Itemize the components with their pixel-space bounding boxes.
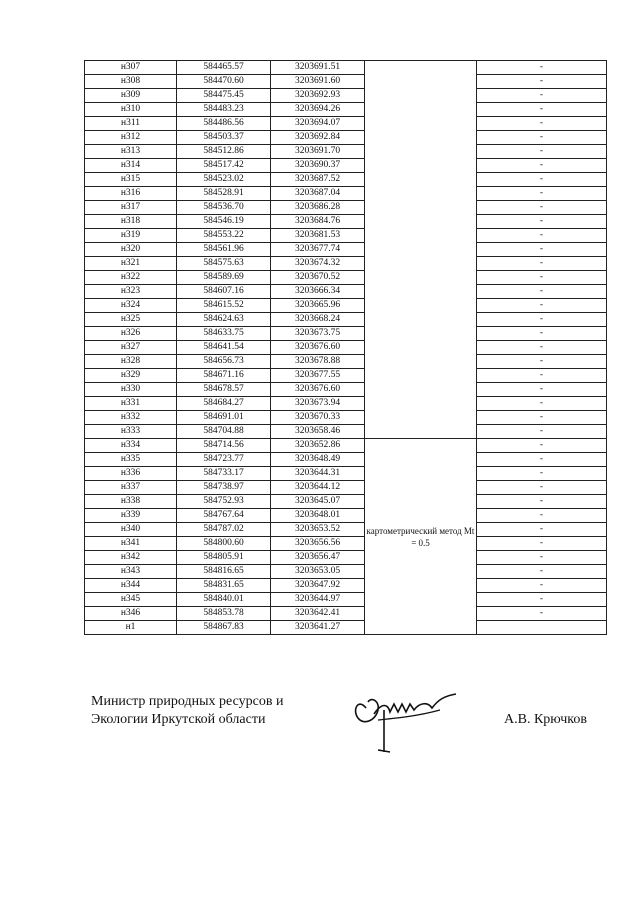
- x-coordinate-cell: 584553.22: [177, 229, 271, 243]
- method-cell-empty: [365, 397, 477, 411]
- point-id-cell: н329: [85, 369, 177, 383]
- y-coordinate-cell: 3203642.41: [271, 607, 365, 621]
- table-row: [85, 271, 607, 285]
- x-coordinate-cell: 584483.23: [177, 103, 271, 117]
- point-id-cell: н340: [85, 523, 177, 537]
- note-cell: -: [477, 495, 607, 509]
- table-row: [85, 299, 607, 313]
- x-coordinate-cell: 584684.27: [177, 397, 271, 411]
- table-row: [85, 579, 607, 593]
- y-coordinate-cell: 3203676.60: [271, 383, 365, 397]
- point-id-cell: н325: [85, 313, 177, 327]
- method-cell-empty: [365, 145, 477, 159]
- table-row: [85, 327, 607, 341]
- x-coordinate-cell: 584528.91: [177, 187, 271, 201]
- method-cell-empty: [365, 355, 477, 369]
- x-coordinate-cell: 584787.02: [177, 523, 271, 537]
- note-cell: -: [477, 61, 607, 75]
- point-id-cell: н327: [85, 341, 177, 355]
- x-coordinate-cell: 584615.52: [177, 299, 271, 313]
- x-coordinate-cell: 584867.83: [177, 621, 271, 635]
- point-id-cell: н324: [85, 299, 177, 313]
- table-row: [85, 383, 607, 397]
- table-row: [85, 593, 607, 607]
- signatory-position: [91, 693, 283, 729]
- table-row: [85, 355, 607, 369]
- point-id-cell: н317: [85, 201, 177, 215]
- note-cell: -: [477, 537, 607, 551]
- x-coordinate-cell: 584465.57: [177, 61, 271, 75]
- coordinates-table: [84, 60, 607, 635]
- note-cell: [477, 621, 607, 635]
- x-coordinate-cell: 584575.63: [177, 257, 271, 271]
- point-id-cell: н307: [85, 61, 177, 75]
- note-cell: -: [477, 425, 607, 439]
- note-cell: -: [477, 173, 607, 187]
- x-coordinate-cell: 584633.75: [177, 327, 271, 341]
- y-coordinate-cell: 3203694.07: [271, 117, 365, 131]
- point-id-cell: н332: [85, 411, 177, 425]
- point-id-cell: н326: [85, 327, 177, 341]
- point-id-cell: н318: [85, 215, 177, 229]
- x-coordinate-cell: 584816.65: [177, 565, 271, 579]
- method-cell-empty: [365, 215, 477, 229]
- table-row: [85, 523, 607, 537]
- y-coordinate-cell: 3203653.05: [271, 565, 365, 579]
- method-cell-empty: [365, 341, 477, 355]
- x-coordinate-cell: 584607.16: [177, 285, 271, 299]
- point-id-cell: н315: [85, 173, 177, 187]
- point-id-cell: н320: [85, 243, 177, 257]
- y-coordinate-cell: 3203674.32: [271, 257, 365, 271]
- method-cell-empty: [365, 271, 477, 285]
- method-cell: картометрический метод Mt = 0.5: [365, 439, 477, 635]
- point-id-cell: н308: [85, 75, 177, 89]
- table-row: [85, 551, 607, 565]
- y-coordinate-cell: 3203673.94: [271, 397, 365, 411]
- x-coordinate-cell: 584512.86: [177, 145, 271, 159]
- point-id-cell: н343: [85, 565, 177, 579]
- coordinates-table-body: [85, 61, 607, 635]
- y-coordinate-cell: 3203687.52: [271, 173, 365, 187]
- note-cell: -: [477, 467, 607, 481]
- table-row: [85, 243, 607, 257]
- table-row: [85, 61, 607, 75]
- table-row: [85, 495, 607, 509]
- table-row: [85, 145, 607, 159]
- table-row: [85, 453, 607, 467]
- y-coordinate-cell: 3203692.93: [271, 89, 365, 103]
- table-row: [85, 215, 607, 229]
- point-id-cell: н336: [85, 467, 177, 481]
- table-row: [85, 285, 607, 299]
- point-id-cell: н309: [85, 89, 177, 103]
- y-coordinate-cell: 3203687.04: [271, 187, 365, 201]
- x-coordinate-cell: 584805.91: [177, 551, 271, 565]
- table-row: [85, 537, 607, 551]
- point-id-cell: н328: [85, 355, 177, 369]
- x-coordinate-cell: 584738.97: [177, 481, 271, 495]
- x-coordinate-cell: 584840.01: [177, 593, 271, 607]
- note-cell: -: [477, 201, 607, 215]
- x-coordinate-cell: 584624.63: [177, 313, 271, 327]
- table-row: [85, 89, 607, 103]
- x-coordinate-cell: 584561.96: [177, 243, 271, 257]
- x-coordinate-cell: 584475.45: [177, 89, 271, 103]
- method-cell-empty: [365, 425, 477, 439]
- note-cell: -: [477, 439, 607, 453]
- x-coordinate-cell: 584714.56: [177, 439, 271, 453]
- y-coordinate-cell: 3203648.49: [271, 453, 365, 467]
- table-row: [85, 467, 607, 481]
- method-cell-empty: [365, 117, 477, 131]
- note-cell: -: [477, 131, 607, 145]
- note-cell: -: [477, 145, 607, 159]
- x-coordinate-cell: 584723.77: [177, 453, 271, 467]
- x-coordinate-cell: 584704.88: [177, 425, 271, 439]
- x-coordinate-cell: 584641.54: [177, 341, 271, 355]
- table-row: [85, 257, 607, 271]
- x-coordinate-cell: 584546.19: [177, 215, 271, 229]
- x-coordinate-cell: 584470.60: [177, 75, 271, 89]
- table-row: [85, 439, 607, 453]
- table-row: [85, 173, 607, 187]
- table-row: [85, 313, 607, 327]
- y-coordinate-cell: 3203691.70: [271, 145, 365, 159]
- x-coordinate-cell: 584691.01: [177, 411, 271, 425]
- note-cell: -: [477, 243, 607, 257]
- y-coordinate-cell: 3203670.52: [271, 271, 365, 285]
- note-cell: -: [477, 187, 607, 201]
- table-row: [85, 411, 607, 425]
- method-cell-empty: [365, 201, 477, 215]
- y-coordinate-cell: 3203676.60: [271, 341, 365, 355]
- table-row: [85, 481, 607, 495]
- point-id-cell: н321: [85, 257, 177, 271]
- x-coordinate-cell: 584589.69: [177, 271, 271, 285]
- table-row: [85, 565, 607, 579]
- table-row: [85, 159, 607, 173]
- x-coordinate-cell: 584831.65: [177, 579, 271, 593]
- table-row: [85, 397, 607, 411]
- x-coordinate-cell: 584536.70: [177, 201, 271, 215]
- table-row: [85, 201, 607, 215]
- method-cell-empty: [365, 131, 477, 145]
- note-cell: -: [477, 397, 607, 411]
- method-cell-empty: [365, 75, 477, 89]
- note-cell: -: [477, 383, 607, 397]
- y-coordinate-cell: 3203644.12: [271, 481, 365, 495]
- y-coordinate-cell: 3203684.76: [271, 215, 365, 229]
- method-cell-empty: [365, 159, 477, 173]
- x-coordinate-cell: 584800.60: [177, 537, 271, 551]
- note-cell: -: [477, 285, 607, 299]
- table-row: [85, 369, 607, 383]
- x-coordinate-cell: 584671.16: [177, 369, 271, 383]
- y-coordinate-cell: 3203647.92: [271, 579, 365, 593]
- y-coordinate-cell: 3203648.01: [271, 509, 365, 523]
- point-id-cell: н338: [85, 495, 177, 509]
- y-coordinate-cell: 3203658.46: [271, 425, 365, 439]
- note-cell: -: [477, 355, 607, 369]
- point-id-cell: н337: [85, 481, 177, 495]
- y-coordinate-cell: 3203694.26: [271, 103, 365, 117]
- method-cell-empty: [365, 327, 477, 341]
- y-coordinate-cell: 3203670.33: [271, 411, 365, 425]
- y-coordinate-cell: 3203692.84: [271, 131, 365, 145]
- point-id-cell: н311: [85, 117, 177, 131]
- point-id-cell: н313: [85, 145, 177, 159]
- point-id-cell: н310: [85, 103, 177, 117]
- point-id-cell: н322: [85, 271, 177, 285]
- point-id-cell: н339: [85, 509, 177, 523]
- note-cell: -: [477, 257, 607, 271]
- table-row: [85, 341, 607, 355]
- method-cell-empty: [365, 243, 477, 257]
- method-cell-empty: [365, 103, 477, 117]
- point-id-cell: н342: [85, 551, 177, 565]
- note-cell: -: [477, 271, 607, 285]
- method-cell-empty: [365, 173, 477, 187]
- point-id-cell: н330: [85, 383, 177, 397]
- table-row: [85, 75, 607, 89]
- method-cell-empty: [365, 229, 477, 243]
- point-id-cell: н323: [85, 285, 177, 299]
- y-coordinate-cell: 3203645.07: [271, 495, 365, 509]
- x-coordinate-cell: 584678.57: [177, 383, 271, 397]
- note-cell: -: [477, 117, 607, 131]
- point-id-cell: н314: [85, 159, 177, 173]
- y-coordinate-cell: 3203656.47: [271, 551, 365, 565]
- note-cell: -: [477, 551, 607, 565]
- note-cell: -: [477, 481, 607, 495]
- point-id-cell: н335: [85, 453, 177, 467]
- method-cell-empty: [365, 285, 477, 299]
- point-id-cell: н333: [85, 425, 177, 439]
- point-id-cell: н316: [85, 187, 177, 201]
- method-cell-empty: [365, 369, 477, 383]
- method-cell-empty: [365, 61, 477, 75]
- note-cell: -: [477, 215, 607, 229]
- x-coordinate-cell: 584767.64: [177, 509, 271, 523]
- note-cell: -: [477, 509, 607, 523]
- signatory-position-line2: Экологии Иркутской области: [91, 712, 266, 727]
- handwritten-signature: [348, 680, 463, 765]
- note-cell: -: [477, 229, 607, 243]
- y-coordinate-cell: 3203653.52: [271, 523, 365, 537]
- x-coordinate-cell: 584656.73: [177, 355, 271, 369]
- note-cell: -: [477, 369, 607, 383]
- table-row: [85, 131, 607, 145]
- point-id-cell: н334: [85, 439, 177, 453]
- note-cell: -: [477, 103, 607, 117]
- note-cell: -: [477, 565, 607, 579]
- note-cell: -: [477, 341, 607, 355]
- note-cell: -: [477, 89, 607, 103]
- table-row: [85, 103, 607, 117]
- signatory-position-line1: Министр природных ресурсов и: [91, 694, 284, 709]
- y-coordinate-cell: 3203686.28: [271, 201, 365, 215]
- point-id-cell: н346: [85, 607, 177, 621]
- table-row: [85, 187, 607, 201]
- x-coordinate-cell: 584752.93: [177, 495, 271, 509]
- table-row: [85, 425, 607, 439]
- note-cell: -: [477, 299, 607, 313]
- method-cell-empty: [365, 411, 477, 425]
- method-cell-empty: [365, 257, 477, 271]
- point-id-cell: н1: [85, 621, 177, 635]
- note-cell: -: [477, 523, 607, 537]
- x-coordinate-cell: 584523.02: [177, 173, 271, 187]
- method-cell-empty: [365, 383, 477, 397]
- y-coordinate-cell: 3203652.86: [271, 439, 365, 453]
- method-cell-empty: [365, 313, 477, 327]
- y-coordinate-cell: 3203690.37: [271, 159, 365, 173]
- note-cell: -: [477, 159, 607, 173]
- y-coordinate-cell: 3203677.74: [271, 243, 365, 257]
- y-coordinate-cell: 3203656.56: [271, 537, 365, 551]
- signatory-name: А.В. Крючков: [504, 712, 587, 727]
- table-row: [85, 621, 607, 635]
- x-coordinate-cell: 584503.37: [177, 131, 271, 145]
- note-cell: -: [477, 411, 607, 425]
- x-coordinate-cell: 584853.78: [177, 607, 271, 621]
- y-coordinate-cell: 3203644.31: [271, 467, 365, 481]
- y-coordinate-cell: 3203673.75: [271, 327, 365, 341]
- note-cell: -: [477, 327, 607, 341]
- y-coordinate-cell: 3203691.60: [271, 75, 365, 89]
- point-id-cell: н319: [85, 229, 177, 243]
- y-coordinate-cell: 3203665.96: [271, 299, 365, 313]
- y-coordinate-cell: 3203677.55: [271, 369, 365, 383]
- y-coordinate-cell: 3203691.51: [271, 61, 365, 75]
- note-cell: -: [477, 453, 607, 467]
- note-cell: -: [477, 579, 607, 593]
- table-row: [85, 229, 607, 243]
- method-cell-empty: [365, 89, 477, 103]
- x-coordinate-cell: 584486.56: [177, 117, 271, 131]
- note-cell: -: [477, 75, 607, 89]
- x-coordinate-cell: 584517.42: [177, 159, 271, 173]
- method-cell-empty: [365, 187, 477, 201]
- y-coordinate-cell: 3203678.88: [271, 355, 365, 369]
- y-coordinate-cell: 3203666.34: [271, 285, 365, 299]
- y-coordinate-cell: 3203668.24: [271, 313, 365, 327]
- method-cell-empty: [365, 299, 477, 313]
- point-id-cell: н312: [85, 131, 177, 145]
- note-cell: -: [477, 607, 607, 621]
- y-coordinate-cell: 3203641.27: [271, 621, 365, 635]
- table-row: [85, 607, 607, 621]
- note-cell: -: [477, 593, 607, 607]
- point-id-cell: н331: [85, 397, 177, 411]
- table-row: [85, 509, 607, 523]
- y-coordinate-cell: 3203681.53: [271, 229, 365, 243]
- point-id-cell: н341: [85, 537, 177, 551]
- x-coordinate-cell: 584733.17: [177, 467, 271, 481]
- y-coordinate-cell: 3203644.97: [271, 593, 365, 607]
- point-id-cell: н345: [85, 593, 177, 607]
- table-row: [85, 117, 607, 131]
- note-cell: -: [477, 313, 607, 327]
- point-id-cell: н344: [85, 579, 177, 593]
